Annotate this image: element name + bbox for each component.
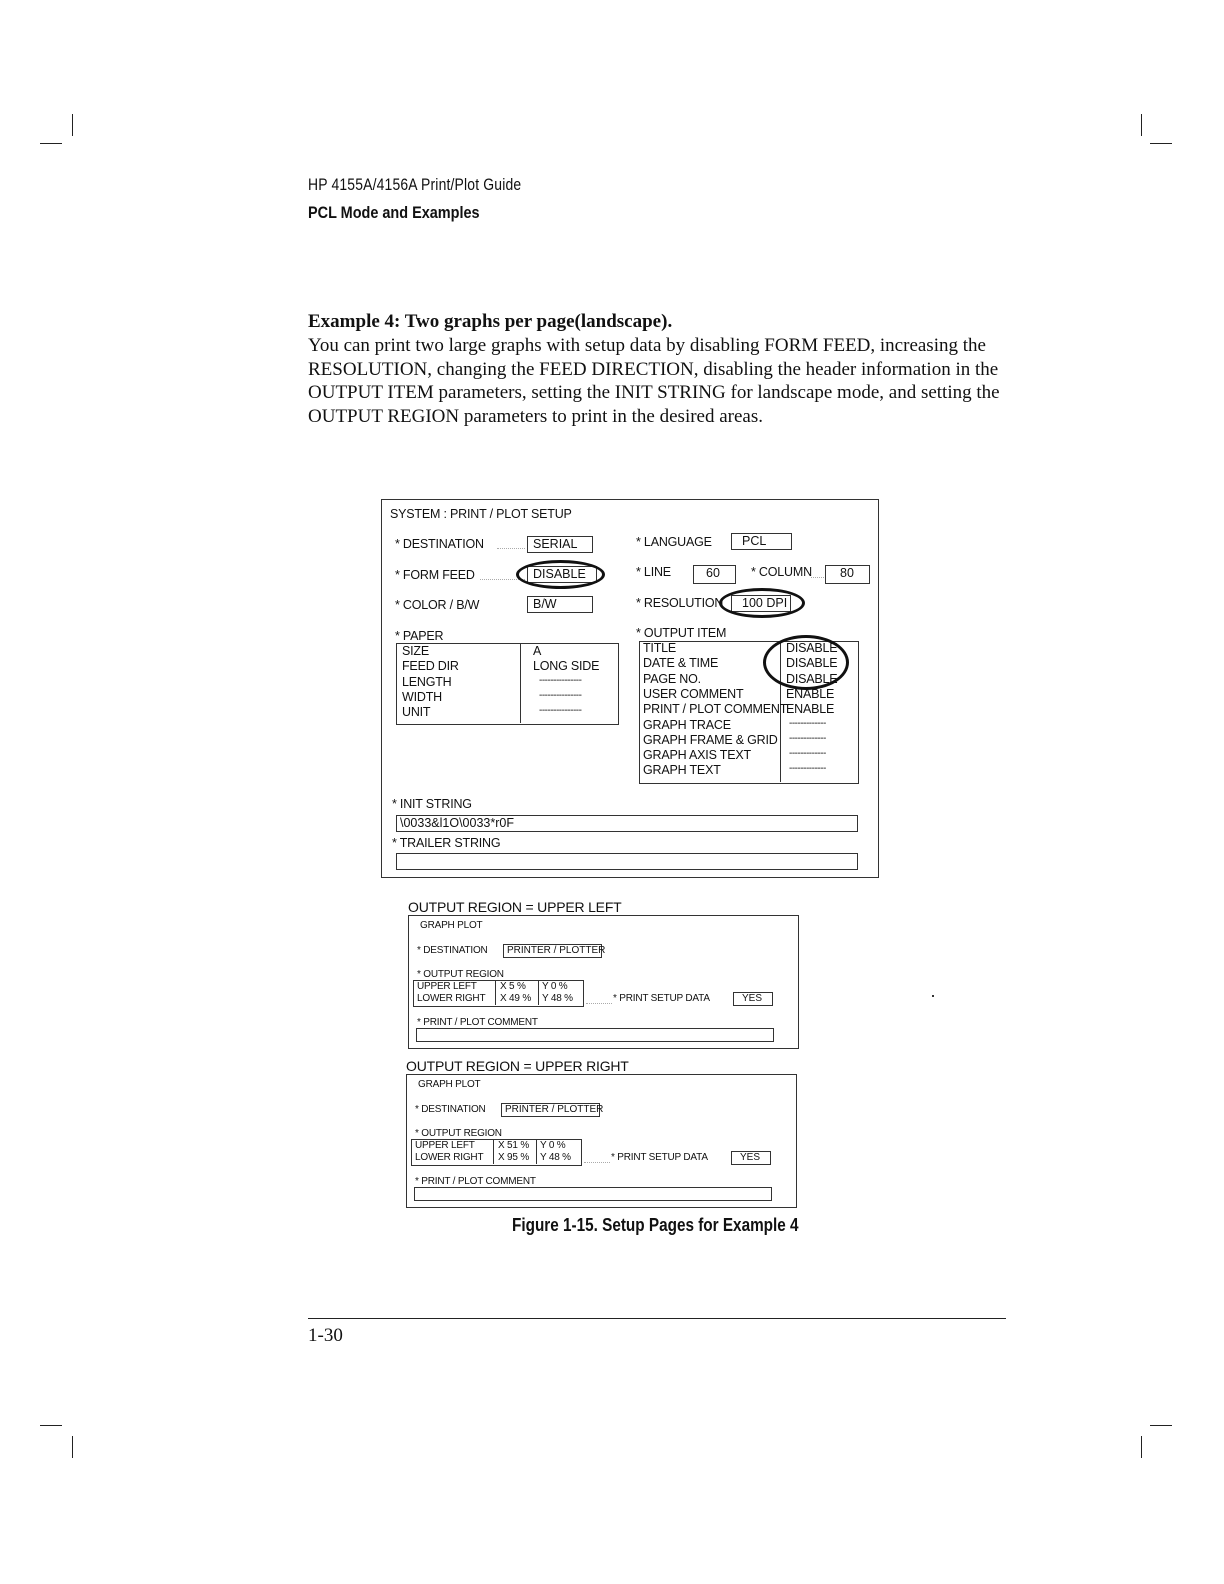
- region-comment-label: * PRINT / PLOT COMMENT: [415, 1176, 536, 1187]
- color-label: * COLOR / B/W: [395, 598, 480, 612]
- guide-title: HP 4155A/4156A Print/Plot Guide: [308, 175, 522, 194]
- upper-left-x[interactable]: X 51 %: [498, 1140, 530, 1151]
- output-item-value[interactable]: ENABLE: [786, 702, 835, 717]
- upper-left-y[interactable]: Y 0 %: [542, 981, 568, 992]
- paper-row-value[interactable]: A: [533, 644, 542, 658]
- output-item-label: * OUTPUT ITEM: [636, 626, 727, 640]
- stray-dot: [932, 995, 934, 997]
- init-string-label: * INIT STRING: [392, 797, 472, 811]
- output-item-label: PAGE NO.: [643, 671, 701, 686]
- lower-right-label: LOWER RIGHT: [417, 993, 486, 1004]
- print-setup-label: * PRINT SETUP DATA: [611, 1152, 708, 1163]
- crop-mark: [1141, 114, 1142, 136]
- region-caption: OUTPUT REGION = UPPER RIGHT: [406, 1058, 629, 1074]
- upper-left-label: UPPER LEFT: [417, 981, 477, 992]
- output-region-divider: [493, 1139, 494, 1164]
- lower-right-y[interactable]: Y 48 %: [540, 1152, 571, 1163]
- output-item-label: TITLE: [643, 641, 677, 655]
- leader-dots: [584, 1162, 610, 1163]
- output-item-value[interactable]: DISABLE: [786, 656, 838, 671]
- region-destination-label: * DESTINATION: [417, 945, 488, 956]
- leader-dots: [811, 577, 824, 578]
- column-label: * COLUMN: [751, 565, 812, 579]
- paper-row-label: LENGTH: [402, 674, 452, 689]
- output-item-label: PRINT / PLOT COMMENT: [643, 702, 788, 717]
- output-item-value[interactable]: ENABLE: [786, 686, 835, 701]
- region-heading: GRAPH PLOT: [420, 920, 483, 931]
- output-item-label: GRAPH FRAME & GRID: [643, 732, 778, 747]
- output-region-label: * OUTPUT REGION: [417, 969, 504, 980]
- region-destination-field[interactable]: PRINTER / PLOTTER: [503, 944, 602, 958]
- line-field[interactable]: 60: [693, 565, 736, 584]
- output-item-value[interactable]: DISABLE: [786, 671, 838, 686]
- upper-left-y[interactable]: Y 0 %: [540, 1140, 566, 1151]
- trailer-string-label: * TRAILER STRING: [392, 836, 501, 850]
- footer-rule: [308, 1318, 1006, 1319]
- color-field[interactable]: B/W: [527, 596, 593, 613]
- lower-right-x[interactable]: X 95 %: [498, 1152, 530, 1163]
- output-region-divider: [538, 980, 539, 1005]
- highlight-oval: [719, 588, 805, 618]
- destination-field[interactable]: SERIAL: [527, 536, 593, 553]
- paper-row-label: FEED DIR: [402, 659, 459, 674]
- leader-dots: [586, 1003, 612, 1004]
- form-feed-label: * FORM FEED: [395, 568, 475, 582]
- leader-dots: [497, 548, 525, 549]
- paper-table-divider: [520, 643, 521, 723]
- lower-right-y[interactable]: Y 48 %: [542, 993, 573, 1004]
- output-region-label: * OUTPUT REGION: [415, 1128, 502, 1139]
- output-item-value[interactable]: DISABLE: [786, 641, 838, 655]
- line-label: * LINE: [636, 565, 671, 579]
- lower-right-label: LOWER RIGHT: [415, 1152, 484, 1163]
- region-destination-field[interactable]: PRINTER / PLOTTER: [501, 1103, 600, 1117]
- crop-mark: [72, 114, 73, 136]
- setup-screen-title: SYSTEM : PRINT / PLOT SETUP: [390, 507, 572, 521]
- output-item-value[interactable]: -------------: [789, 717, 826, 729]
- paper-row-value[interactable]: ---------------: [539, 674, 582, 686]
- init-string-field[interactable]: \0033&l1O\0033*r0F: [396, 815, 858, 832]
- upper-left-label: UPPER LEFT: [415, 1140, 475, 1151]
- output-item-label: GRAPH TRACE: [643, 717, 731, 732]
- crop-mark: [1150, 1425, 1172, 1426]
- paper-row-value[interactable]: ---------------: [539, 705, 582, 717]
- trailer-string-field[interactable]: [396, 853, 858, 870]
- figure-caption: Figure 1-15. Setup Pages for Example 4: [512, 1215, 799, 1235]
- resolution-field[interactable]: 100 DPI: [731, 595, 791, 612]
- crop-mark: [40, 143, 62, 144]
- output-item-label: GRAPH AXIS TEXT: [643, 748, 751, 763]
- example-title: Example 4: Two graphs per page(landscape).: [308, 311, 673, 332]
- output-item-value[interactable]: -------------: [789, 763, 826, 775]
- output-item-label: DATE & TIME: [643, 656, 719, 671]
- region-comment-field[interactable]: [416, 1028, 774, 1042]
- crop-mark: [72, 1436, 73, 1458]
- language-field[interactable]: PCL: [731, 533, 792, 550]
- print-setup-label: * PRINT SETUP DATA: [613, 993, 710, 1004]
- highlight-oval: [516, 560, 605, 589]
- output-item-label: USER COMMENT: [643, 686, 744, 701]
- crop-mark: [40, 1425, 62, 1426]
- region-comment-field[interactable]: [414, 1187, 772, 1201]
- example-body: You can print two large graphs with setup data by disabling FORM FEED, increasing the RESOLUTION, changing the FEED DIRECTION, disabling the header information in the OUTPUT ITEM parameters, setting the INIT STRING for landscape mode, and setting the OUTPUT REGION parameters to print in the desired areas.: [308, 335, 1000, 427]
- page-number: 1-30: [308, 1325, 343, 1346]
- column-field[interactable]: 80: [825, 565, 870, 584]
- paper-row-label: UNIT: [402, 705, 431, 720]
- crop-mark: [1141, 1436, 1142, 1458]
- lower-right-x[interactable]: X 49 %: [500, 993, 532, 1004]
- region-destination-label: * DESTINATION: [415, 1104, 486, 1115]
- region-comment-label: * PRINT / PLOT COMMENT: [417, 1017, 538, 1028]
- crop-mark: [1150, 143, 1172, 144]
- paper-row-label: WIDTH: [402, 689, 442, 704]
- paper-label: * PAPER: [395, 629, 444, 643]
- language-label: * LANGUAGE: [636, 535, 712, 549]
- form-feed-field[interactable]: DISABLE: [527, 566, 597, 583]
- paper-row-value[interactable]: ---------------: [539, 689, 582, 701]
- paper-row-label: SIZE: [402, 644, 429, 658]
- paper-row-value[interactable]: LONG SIDE: [533, 659, 600, 674]
- output-item-value[interactable]: -------------: [789, 732, 826, 744]
- print-setup-field[interactable]: YES: [733, 992, 773, 1006]
- region-caption: OUTPUT REGION = UPPER LEFT: [408, 899, 622, 915]
- section-title: PCL Mode and Examples: [308, 203, 480, 222]
- resolution-label: * RESOLUTION: [636, 596, 724, 610]
- upper-left-x[interactable]: X 5 %: [500, 981, 526, 992]
- destination-label: * DESTINATION: [395, 537, 484, 551]
- output-region-divider: [495, 980, 496, 1005]
- highlight-oval: [763, 635, 849, 690]
- output-item-label: GRAPH TEXT: [643, 763, 721, 778]
- output-item-value[interactable]: -------------: [789, 748, 826, 760]
- region-heading: GRAPH PLOT: [418, 1079, 481, 1090]
- output-region-divider: [536, 1139, 537, 1164]
- print-setup-field[interactable]: YES: [731, 1151, 771, 1165]
